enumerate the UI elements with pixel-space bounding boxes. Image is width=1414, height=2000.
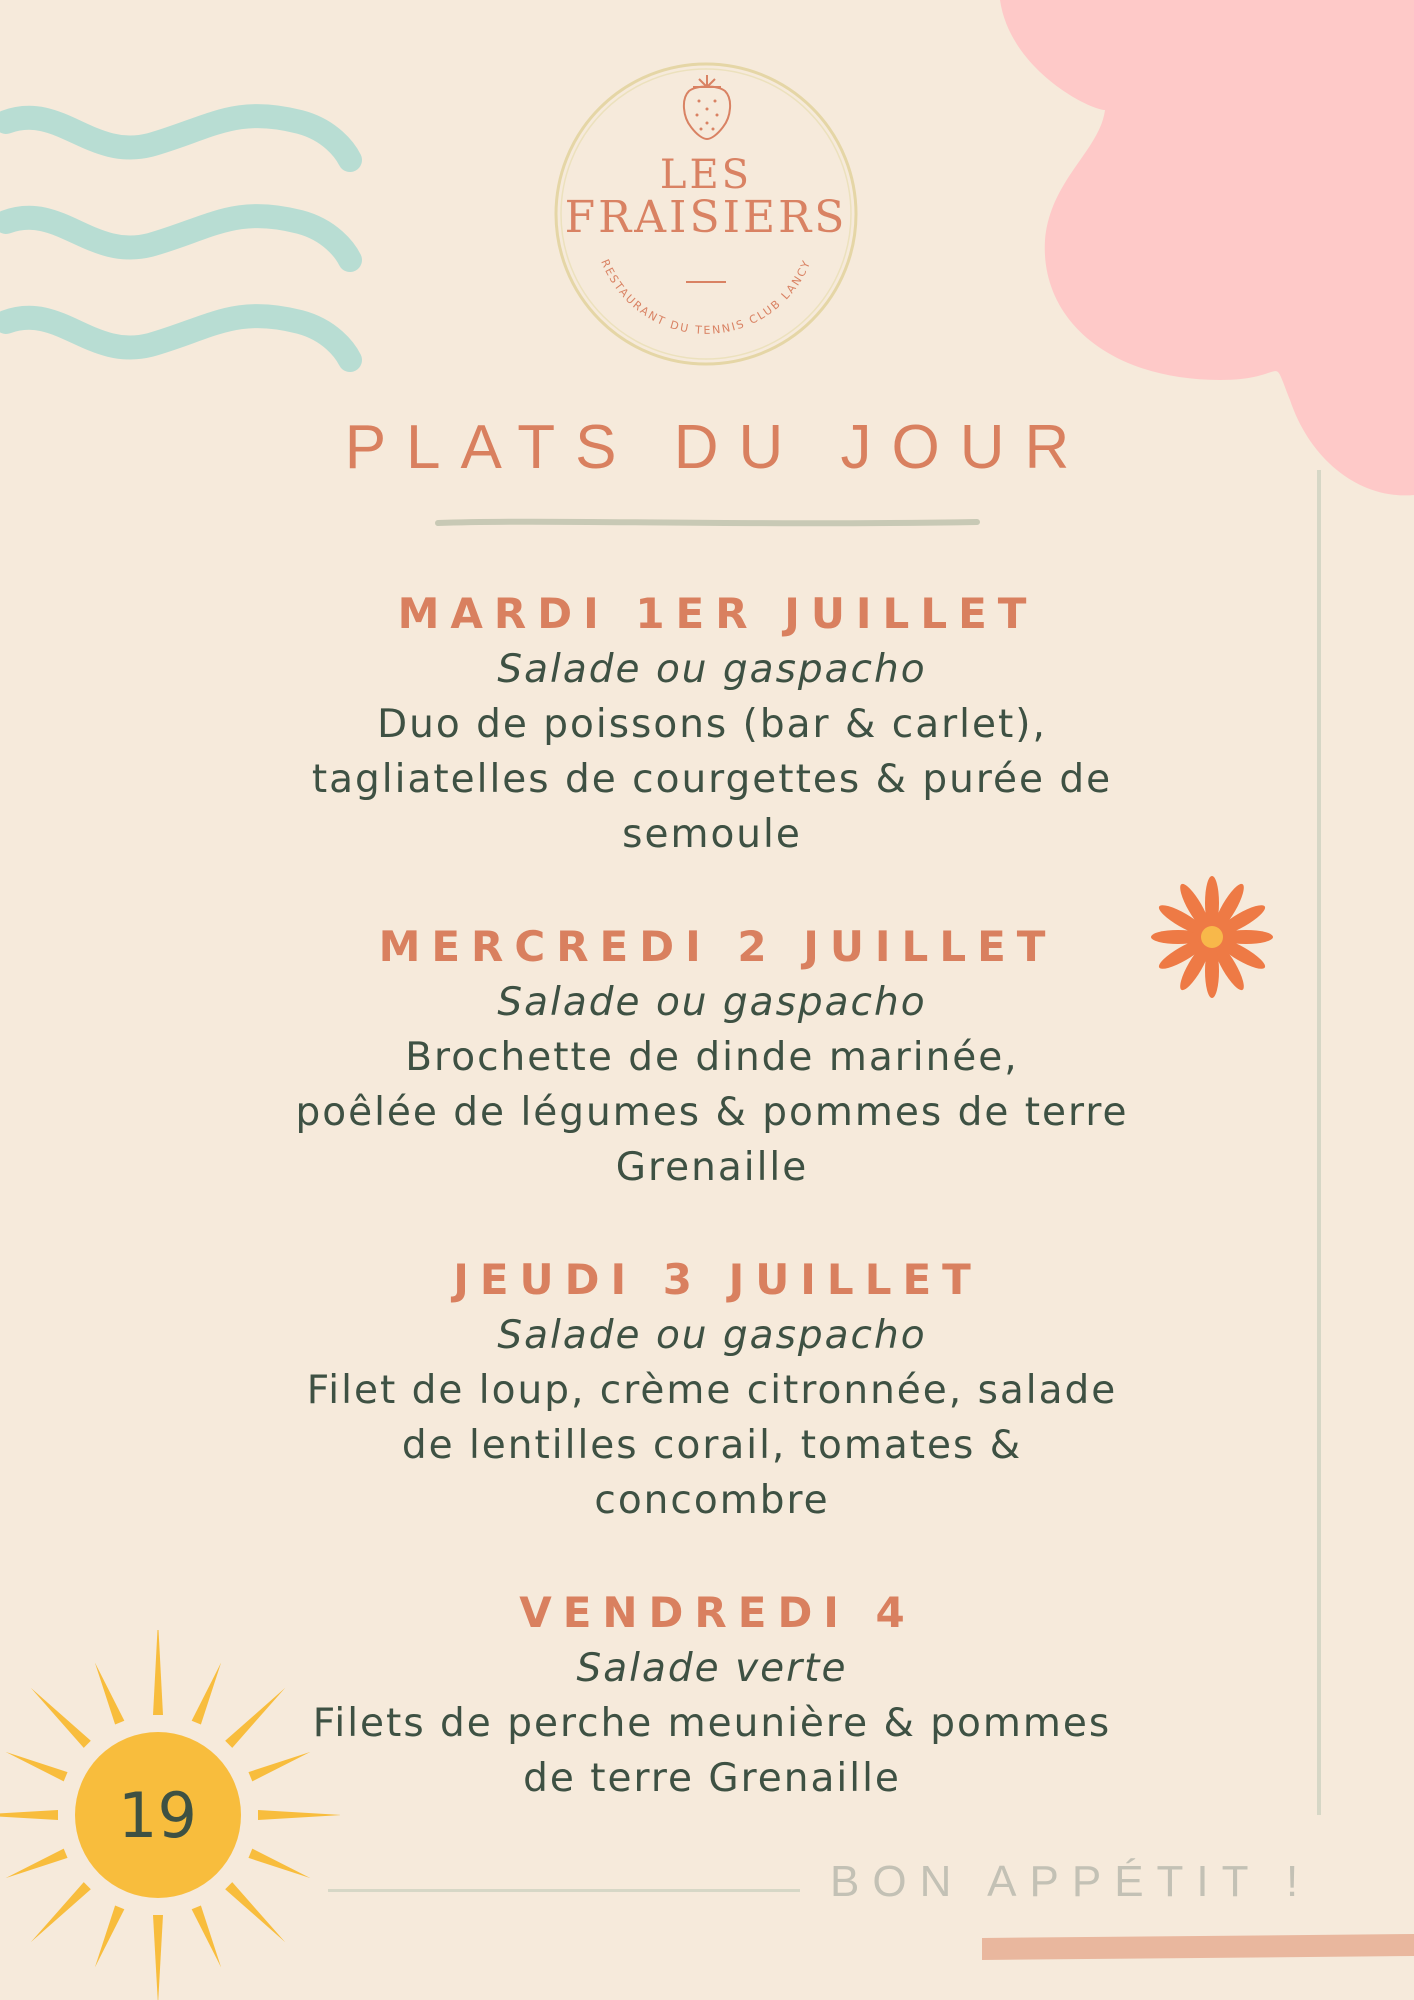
day-heading: MERCREDI 2 JUILLET: [378, 922, 1057, 971]
wave-decoration: [0, 100, 370, 390]
main-dish-line: poêlée de légumes & pommes de terre: [295, 1090, 1129, 1135]
day-heading: MARDI 1ER JUILLET: [397, 589, 1038, 638]
starter: Salade ou gaspacho: [497, 980, 927, 1025]
strawberry-icon: [677, 73, 737, 147]
menu-day: [207, 586, 1217, 862]
main-dish-line: Filets de perche meunière & pommes: [312, 1701, 1112, 1746]
title-underline: [435, 516, 980, 530]
footer-line: [328, 1889, 800, 1892]
day-heading: VENDREDI 4: [519, 1588, 916, 1637]
main-dish-line: concombre: [594, 1478, 830, 1523]
right-vertical-line: [1317, 470, 1321, 1815]
main-dish-line: tagliatelles de courgettes & purée de: [311, 757, 1113, 802]
main-dish-line: Filet de loup, crème citronnée, salade: [306, 1368, 1118, 1413]
day-heading: JEUDI 3 JUILLET: [453, 1255, 982, 1304]
logo-subtitle: RESTAURANT DU TENNIS CLUB LANCY: [598, 257, 814, 337]
sun-number: 19: [118, 1779, 197, 1852]
main-dish-line: semoule: [622, 812, 802, 857]
logo-line2: FRAISIERS: [564, 192, 848, 243]
main-dish-line: Grenaille: [615, 1145, 809, 1190]
footer-text: BON APPÉTIT !: [830, 1857, 1312, 1906]
logo: [552, 60, 860, 368]
svg-text:RESTAURANT DU TENNIS CLUB LANC: [598, 257, 813, 337]
menu-day: [207, 1585, 1217, 1806]
main-dish-line: Brochette de dinde marinée,: [405, 1035, 1019, 1080]
menu-day: [207, 919, 1217, 1195]
starter: Salade ou gaspacho: [497, 647, 927, 692]
footer-brush-stroke: [980, 1934, 1414, 1962]
main-dish-line: de lentilles corail, tomates &: [401, 1423, 1023, 1468]
main-dish-line: de terre Grenaille: [523, 1756, 901, 1801]
starter: Salade verte: [576, 1646, 848, 1691]
main-dish-line: Duo de poissons (bar & carlet),: [377, 702, 1047, 747]
orange-flower-icon: [1150, 875, 1274, 999]
page-title: PLATS DU JOUR: [344, 413, 1090, 482]
menu-day: [207, 1252, 1217, 1528]
starter: Salade ou gaspacho: [497, 1313, 927, 1358]
logo-line1: LES: [659, 152, 753, 198]
